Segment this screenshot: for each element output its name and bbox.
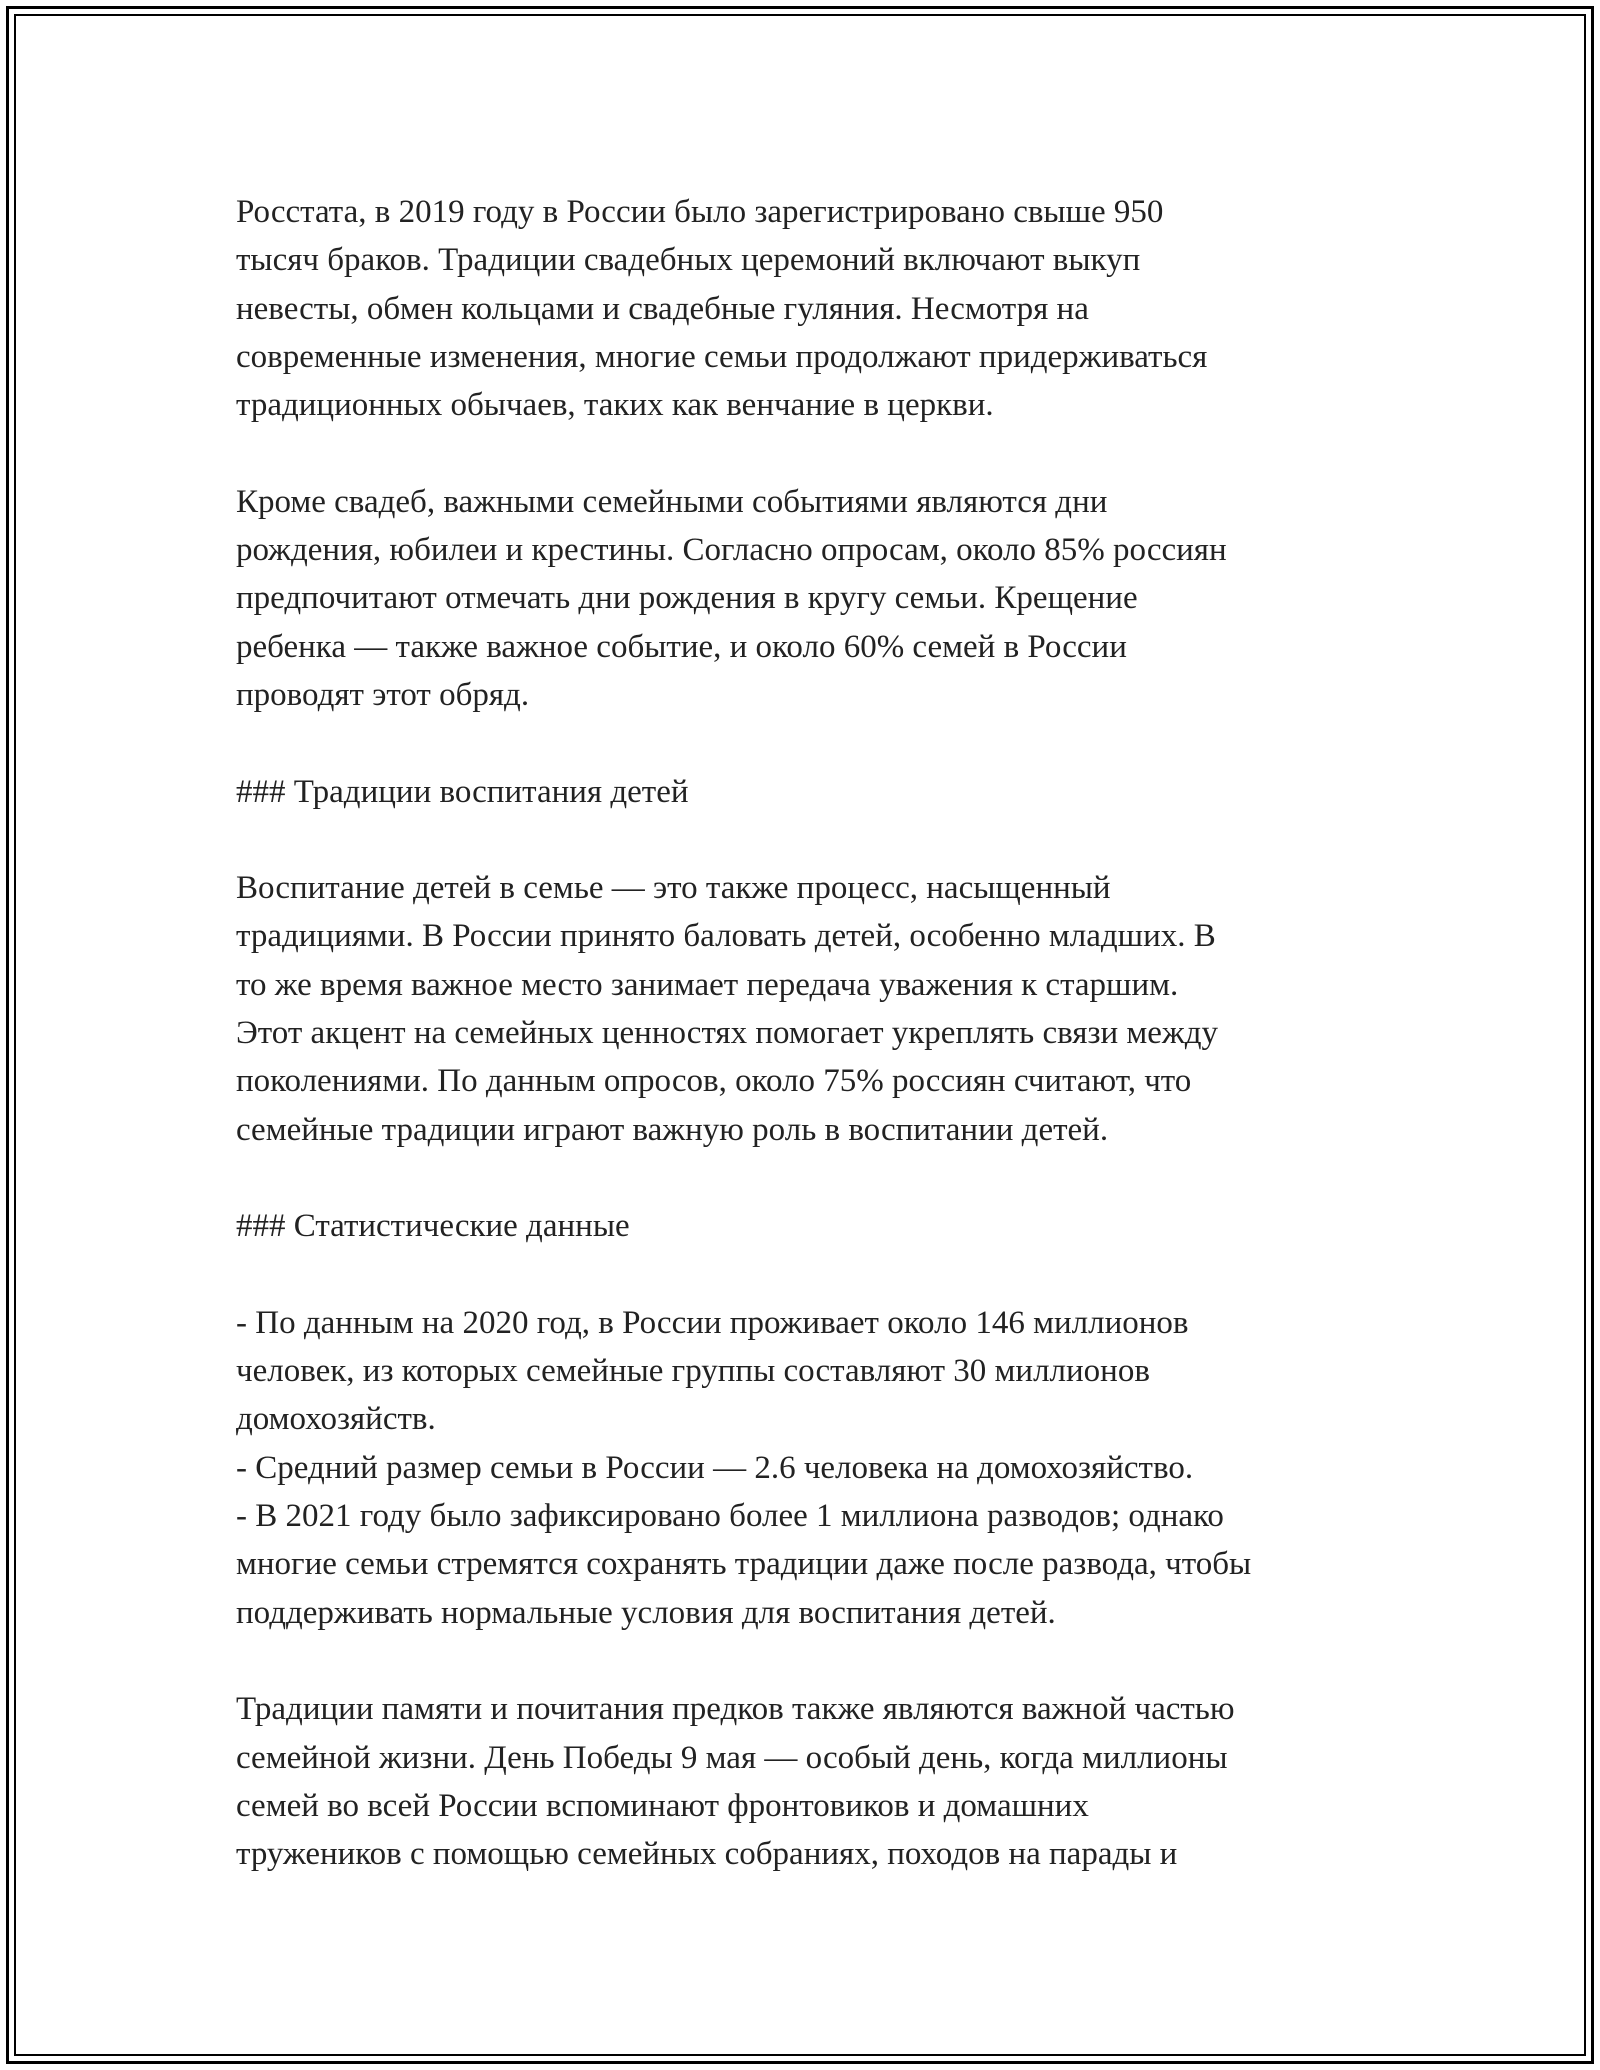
text-line: - В 2021 году было зафиксировано более 1 миллиона разводов; однако — [236, 1498, 1224, 1535]
text-line: человек, из которых семейные группы составляют 30 миллионов — [236, 1353, 1150, 1390]
text-line: Традиции памяти и почитания предков также являются важной частью — [236, 1691, 1235, 1728]
text-line: традиционных обычаев, таких как венчание в церкви. — [236, 387, 994, 424]
text-line: Этот акцент на семейных ценностях помогает укреплять связи между — [236, 1015, 1219, 1052]
text-line: предпочитают отмечать дни рождения в кругу семьи. Крещение — [236, 580, 1138, 617]
list-item — [236, 1299, 1386, 1444]
text-line: рождения, юбилеи и крестины. Согласно опросам, около 85% россиян — [236, 532, 1227, 569]
text-line: Воспитание детей в семье — это также процесс, насыщенный — [236, 870, 1111, 907]
text-line: семейной жизни. День Победы 9 мая — особый день, когда миллионы — [236, 1739, 1228, 1776]
text-line: тружеников с помощью семейных собраниях, походов на парады и — [236, 1836, 1178, 1873]
text-line: Росстата, в 2019 году в России было зарегистрировано свыше 950 — [236, 194, 1164, 230]
text-line: поколениями. По данным опросов, около 75% россиян считают, что — [236, 1063, 1192, 1100]
text-line: семейные традиции играют важную роль в воспитании детей. — [236, 1111, 1109, 1148]
text-line: домохозяйств. — [236, 1401, 436, 1438]
text-line: - Средний размер семьи в России — 2.6 человека на домохозяйство. — [236, 1449, 1194, 1486]
intro-paragraph — [236, 188, 1386, 429]
heading-statistics: ### Статистические данные — [236, 1208, 630, 1245]
text-line: невесты, обмен кольцами и свадебные гуляния. Несмотря на — [236, 290, 1089, 327]
heading-upbringing: ### Традиции воспитания детей — [236, 773, 689, 810]
document-page — [236, 188, 1386, 1927]
text-line: Кроме свадеб, важными семейными событиями являются дни — [236, 483, 1108, 520]
statistics-list — [236, 1299, 1386, 1637]
text-line: многие семьи стремятся сохранять традиции даже после развода, чтобы — [236, 1546, 1252, 1583]
text-line: - По данным на 2020 год, в России проживает около 146 миллионов — [236, 1304, 1189, 1341]
text-line: традициями. В России принято баловать детей, особенно младших. В — [236, 918, 1216, 955]
memory-paragraph — [236, 1685, 1386, 1878]
list-item — [236, 1444, 1386, 1492]
text-line: поддерживать нормальные условия для воспитания детей. — [236, 1594, 1056, 1631]
upbringing-paragraph — [236, 864, 1386, 1154]
text-line: ребенка — также важное событие, и около 60% семей в России — [236, 628, 1127, 665]
list-item — [236, 1492, 1386, 1637]
text-line: то же время важное место занимает передача уважения к старшим. — [236, 966, 1179, 1003]
text-line: проводят этот обряд. — [236, 676, 530, 713]
text-line: семей во всей России вспоминают фронтовиков и домашних — [236, 1787, 1089, 1824]
events-paragraph — [236, 478, 1386, 719]
text-line: современные изменения, многие семьи продолжают придерживаться — [236, 338, 1208, 375]
text-line: тысяч браков. Традиции свадебных церемоний включают выкуп — [236, 242, 1141, 279]
